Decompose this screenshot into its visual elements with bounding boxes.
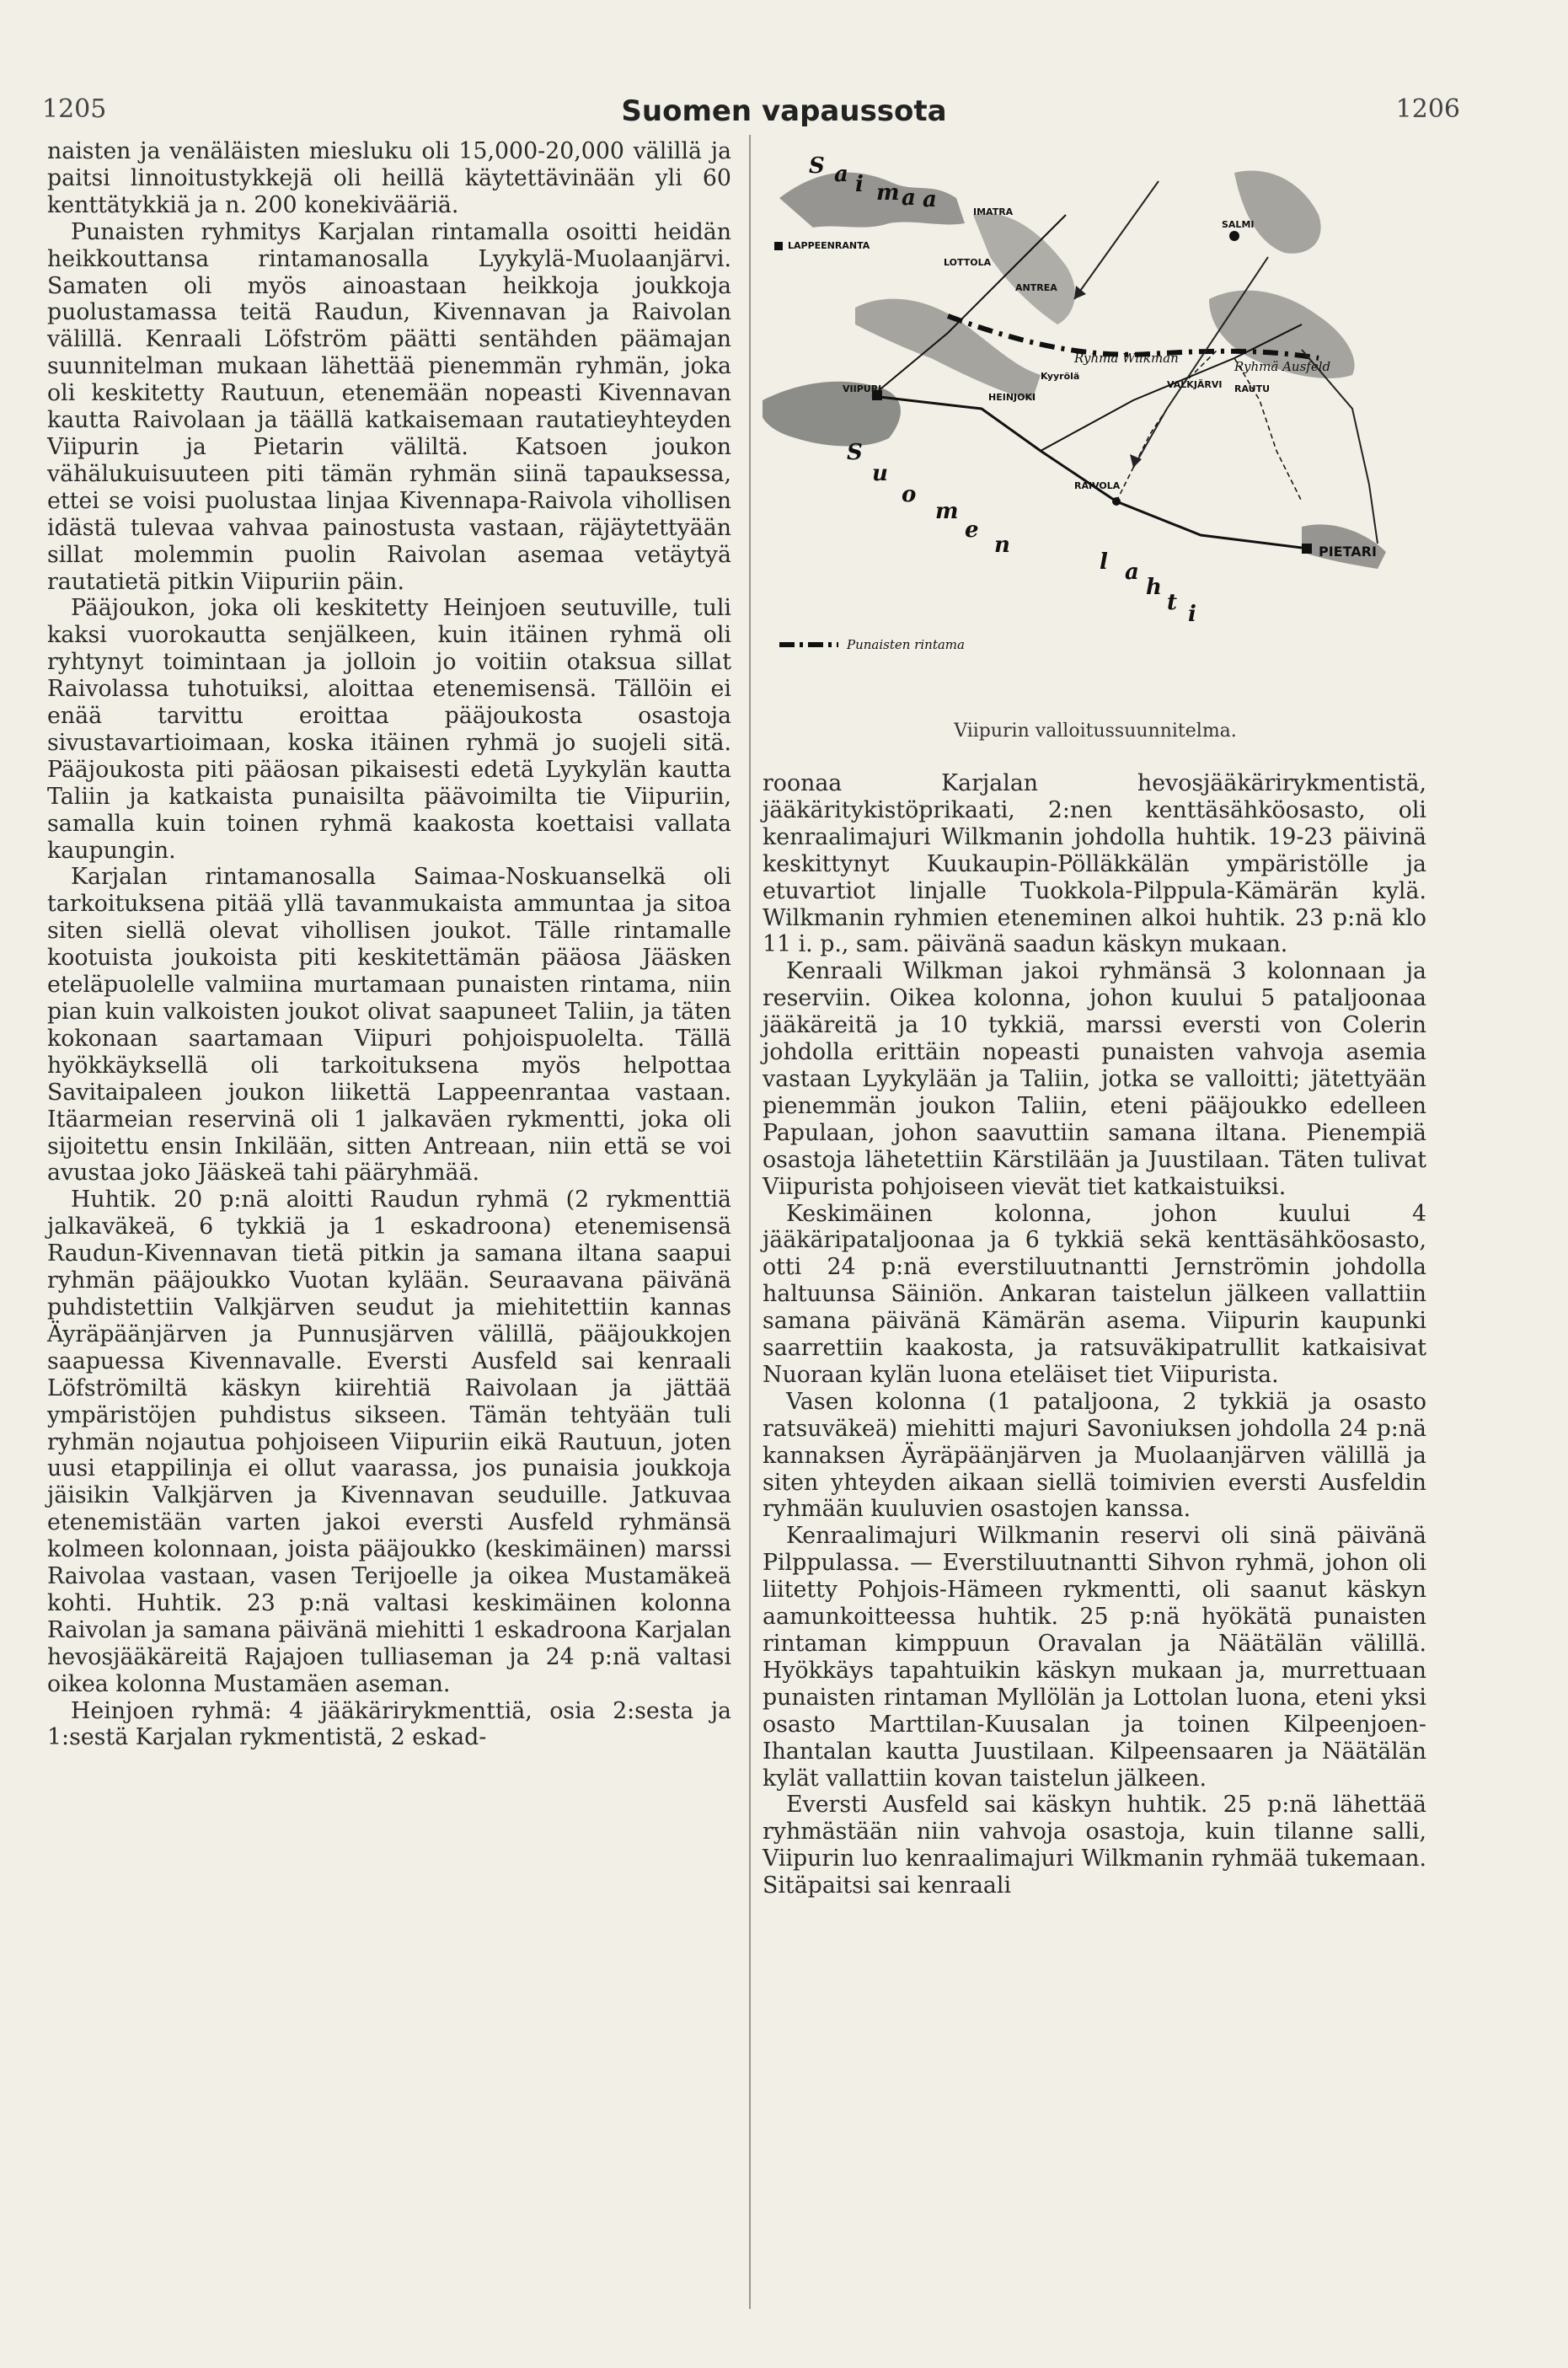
attack-arrow-north <box>1074 181 1159 299</box>
map-legend-text: Punaisten rintama <box>847 637 965 652</box>
paragraph: Eversti Ausfeld sai käskyn huhtik. 25 p:nä lähettää ryhmästään niin vahvoja osastoja, kuin tilanne salli, Viipurin luo kenraalimajuri Wilkmanin ryhmää tukemaan. Sitäpaitsi sai kenraali <box>763 1792 1426 1899</box>
paragraph: Kenraali Wilkman jakoi ryhmänsä 3 kolonnaan ja reserviin. Oikea kolonna, johon kuului 5 pataljoonaa jääkäreitä ja 10 tykkiä, marssi eversti von Colerin johdolla erittäin nopeasti punaisten vahvoja asemia vastaan Lyykylään ja Taliin, jotka se valloitti; jätettyään pienemmän joukon Taliin, eteni pääjoukko edelleen Papulaan, johon saavuttiin samana iltana. Pienempiä osastoja lähetettiin Kärstilään ja Juustilaan. Täten tulivat Viipurista pohjoiseen vievät tiet katkaistuiksi. <box>763 958 1426 1200</box>
left-column <box>47 138 731 1751</box>
arrowhead <box>1074 286 1086 299</box>
map-label-kyyryla: Kyyrölä <box>1041 371 1080 382</box>
map-label-rautu: RAUTU <box>1234 383 1271 394</box>
viipuri-campaign-map <box>763 147 1428 699</box>
railway-line <box>872 396 1302 548</box>
paragraph: Punaisten ryhmitys Karjalan rintamalla osoitti heidän heikkouttansa rintamanosalla Lyykylä-Muolaanjärvi. Samaten oli myös ainoastaan heikkoja joukkoja puolustamassa teitä Raudun, Kivennavan ja Raivolan välillä. Kenraali Löfström päätti sentähden päämajan suunnitelman mukaan lähettää pienemmän ryhmän, joka oli keskitetty Rautuun, etenemään nopeasti Kivennavan kautta Raivolaan ja täällä katkaisemaan rautatieyhteyden Viipurin ja Pietarin väliltä. Katsoen joukon vähälukuisuuteen piti tämän ryhmän siinä tapauksessa, ettei se voisi puolustaa linjaa Kivennapa-Raivola vihollisen idästä tulevaa vahvaa painostusta vastaan, räjäytettyään sillat molemmin puolin Raivolan asemaa vetäytyä rautatietä pitkin Viipuriin päin. <box>47 218 731 595</box>
map-bay-letter: h <box>1146 575 1162 600</box>
map-sea-letter: a <box>834 162 848 187</box>
map-sea-letter: S <box>809 153 825 179</box>
map-caption: Viipurin valloitussuunnitelma. <box>954 721 1237 742</box>
map-label-group-ausfeld: Ryhmä Ausfeld <box>1234 359 1331 374</box>
page-number-right: 1206 <box>1395 94 1460 124</box>
map-gulf-letter: n <box>994 533 1010 558</box>
attack-arrow-east <box>1302 350 1378 544</box>
running-title: Suomen vapaussota <box>621 94 947 128</box>
town-marker <box>1302 544 1312 554</box>
map-sea-letter: a <box>902 185 916 211</box>
map-label-pietari: PIETARI <box>1319 544 1377 560</box>
map-label-group-wilkman: Ryhmä Wilkman <box>1074 351 1179 366</box>
ladoga-shore-shape <box>1234 170 1321 253</box>
column-divider <box>749 135 751 2309</box>
right-column <box>763 770 1426 1899</box>
map-label-antrea: ANTREA <box>1015 282 1057 293</box>
road-dashed-east <box>1234 358 1302 501</box>
map-label-raivola: RAIVOLA <box>1074 480 1121 491</box>
map-label-viipuri: VIIPURI <box>843 383 882 394</box>
map-gulf-letter: m <box>935 499 959 524</box>
map-gulf-letter: o <box>902 482 917 507</box>
map-bay-letter: t <box>1167 590 1178 615</box>
town-marker <box>774 242 783 250</box>
map-bay-letter: i <box>1188 602 1196 627</box>
paragraph: Huhtik. 20 p:nä aloitti Raudun ryhmä (2 rykmenttiä jalkaväkeä, 6 tykkiä ja 1 eskadroona) etenemisensä Raudun-Kivennavan tietä pitkin ja samana iltana saapui ryhmän pääjoukko Vuotan kylään. Seuraavana päivänä puhdistettiin Valkjärven seudut ja miehitettiin kannas Äyräpäänjärven ja Punnusjärven välillä, pääjoukkojen saapuessa Kivennavalle. Eversti Ausfeld sai kenraali Löfströmiltä käskyn kiirehtiä Raivolaan ja jättää ympäristöjen puhdistus sikseen. Tämän tehtyään tuli ryhmän nojautua pohjoiseen Viipuriin eikä Rautuun, joten uusi etappilinja ei ollut vaarassa, jos punaisia joukkoja jäisikin Valkjärven ja Kivennavan seuduille. Jatkuvaa etenemistään varten jakoi eversti Ausfeld ryhmänsä kolmeen kolonnaan, joista pääjoukko (keskimäinen) marssi Raivolaa vastaan, vasen Terijoelle ja oikea Mustamäkeä kohti. Huhtik. 23 p:nä valtasi keskimäinen kolonna Raivolan ja samana päivänä miehitti 1 eskadroona Karjalan hevosjääkäreitä Rajajoen tulliaseman ja 24 p:nä valtasi oikea kolonna Mustamäen aseman. <box>47 1187 731 1697</box>
paragraph: Keskimäinen kolonna, johon kuului 4 jääkäripataljoonaa ja 6 tykkiä sekä kenttäsähköosasto, otti 24 p:nä everstiluutnantti Jernströmin johdolla haltuunsa Säiniön. Ankaran taistelun jälkeen vallattiin samana päivänä Kämärän asema. Viipurin kaupunki saarrettiin kaakosta, ja ratsuväkipatrullit katkaisivat Nuoraan kylän luona eteläiset tiet Viipurista. <box>763 1200 1426 1388</box>
map-figure <box>763 147 1428 742</box>
map-label-valkjarvi: VALKJÄRVI <box>1167 379 1223 390</box>
paragraph: Karjalan rintamanosalla Saimaa-Noskuanselkä oli tarkoituksena pitää yllä tavanmukaista ammuntaa ja sitoa siten siellä olevat vihollisen joukot. Tälle rintamalle kootuista joukoista piti keskitettämän pääosa Jääsken eteläpuolelle valmiina murtamaan punaisten rintama, niin pian kuin valkoisten joukot olivat saapuneet Taliin, ja täten kokonaan saartamaan Viipuri pohjoispuolelta. Tällä hyökkäyksellä oli tarkoituksena myös helpottaa Savitaipaleen joukon liikettä Lappeenrantaa vastaan. Itäarmeian reservinä oli 1 jalkaväen rykmentti, joka oli sijoitettu ensin Inkilään, sitten Antreaan, niin että se voi avustaa joko Jääskeä tahi pääryhmää. <box>47 864 731 1187</box>
map-label-lottola: LOTTOLA <box>944 257 992 268</box>
paragraph: Vasen kolonna (1 pataljoona, 2 tykkiä ja osasto ratsuväkeä) miehitti majuri Savoniuksen johdolla 24 p:nä kannaksen Äyräpäänjärven ja Muolaanjärven välillä ja siten yhteyden aikaan siellä toimivien eversti Ausfeldin ryhmään kuuluvien osastojen kanssa. <box>763 1388 1426 1523</box>
map-label-heinjoki: HEINJOKI <box>988 392 1036 403</box>
map-gulf-letter: e <box>965 517 979 543</box>
page-number-left: 1205 <box>42 94 107 124</box>
page-header <box>0 94 1568 137</box>
saimaa-lake-shape <box>779 173 965 228</box>
map-sea-letter: i <box>855 172 864 197</box>
map-label-salmi: SALMI <box>1222 219 1255 230</box>
road-dashed <box>1116 350 1217 501</box>
town-marker <box>1229 231 1239 241</box>
map-gulf-letter: S <box>847 440 863 465</box>
paragraph: naisten ja venäläisten miesluku oli 15,000-20,000 välillä ja paitsi linnoitustykkejä oli heillä käytettävinään yli 60 kenttätykkiä ja n. 200 konekivääriä. <box>47 138 731 218</box>
paragraph: Kenraalimajuri Wilkmanin reservi oli sinä päivänä Pilppulassa. — Everstiluutnantti Sihvon ryhmä, johon oli liitetty Pohjois-Hämeen rykmentti, oli saanut käskyn aamunkoitteessa huhtik. 25 p:nä hyökätä punaisten rintaman kimppuun Oravalan ja Näätälän välillä. Hyökkäys tapahtuikin käskyn mukaan ja, murrettuaan punaisten rintaman Myllölän ja Lottolan luona, eteni yksi osasto Marttilan-Kuusalan ja toinen Kilpeenjoen-Ihantalan kautta Juustilaan. Kilpeensaaren ja Näätälän kylät vallattiin kovan taistelun jälkeen. <box>763 1523 1426 1792</box>
map-label-imatra: IMATRA <box>973 206 1014 217</box>
map-bay-letter: a <box>1125 560 1139 585</box>
paragraph: roonaa Karjalan hevosjääkärirykmentistä, jääkäritykistöprikaati, 2:nen kenttäsähköosasto, oli kenraalimajuri Wilkmanin johdolla huhtik. 19-23 päivinä keskittynyt Kuukaupin-Pölläkkälän ympäristölle ja etuvartiot linjalle Tuokkola-Pilppula-Kämärän kylä. Wilkmanin ryhmien eteneminen alkoi huhtik. 23 p:nä klo 11 i. p., sam. päivänä saadun käskyn mukaan. <box>763 770 1426 958</box>
map-bay-letter: l <box>1100 549 1108 575</box>
map-gulf-letter: u <box>872 461 888 486</box>
map-label-lappeenranta: LAPPEENRANTA <box>788 240 870 251</box>
paragraph: Heinjoen ryhmä: 4 jääkärirykmenttiä, osia 2:sesta ja 1:sestä Karjalan rykmentistä, 2 eskad- <box>47 1697 731 1751</box>
map-sea-letter: m <box>876 180 900 206</box>
vuoksi-lake-shape <box>855 299 1041 400</box>
vuoksi-river-shape <box>973 213 1075 324</box>
town-marker <box>1112 497 1121 506</box>
paragraph: Pääjoukon, joka oli keskitetty Heinjoen seutuville, tuli kaksi vuorokautta senjälkeen, kuin itäinen ryhmä oli ryhtynyt toimintaan ja jolloin jo voitiin otaksua sillat Raivolassa tuhotuiksi, aloittaa etenemisensä. Tällöin ei enää tarvittu eroittaa pääjoukosta osastoja sivustavartioimaan, koska itäinen ryhmä jo suojeli sitä. Pääjoukosta piti pääosan pikaisesti edetä Lyykylän kautta Taliin ja katkaista punaisilta päävoimilta tie Viipuriin, samalla kuin toinen ryhmä kaakosta koettaisi vallata kaupungin. <box>47 595 731 864</box>
map-sea-letter: a <box>923 187 937 212</box>
